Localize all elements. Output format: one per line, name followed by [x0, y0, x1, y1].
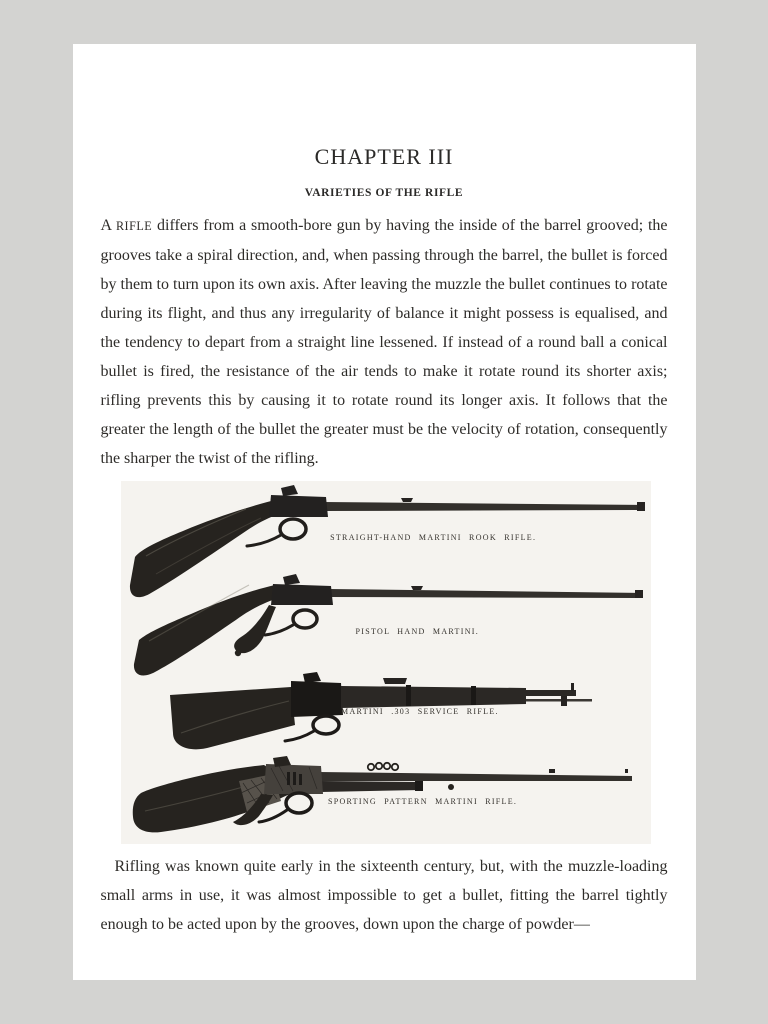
paragraph-rifling-intro — [101, 211, 668, 473]
rifle-plate-figure — [121, 481, 651, 844]
caption-pistol-hand-martini: PISTOL HAND MARTINI. — [355, 627, 480, 636]
smallcaps-rifle: RIFLE — [115, 219, 153, 233]
book-page — [73, 44, 696, 980]
caption-sporting-pattern-martini-rifle: SPORTING PATTERN MARTINI RIFLE. — [327, 797, 518, 806]
paragraph-rest: differs from a smooth-bore gun by having the inside of the barrel grooved; the grooves take a spiral direction, and, when passing through the barrel, the bullet is forced by them to turn upon its own axis. After leaving the muzzle the bullet continues to rotate during its flight, and thus any irregularity of balance it might possess is equalised, and the tendency to depart from a straight line lessened. If instead of a round ball a conical bullet is fired, the resistance of the air tends to make it rotate round its shorter axis; rifling prevents this by causing it to rotate round its longer axis. It follows that the greater the length of the bullet the greater must be the velocity of rotation, consequently the sharper the twist of the rifling. — [100, 217, 668, 467]
section-subtitle: VARIETIES OF THE RIFLE — [304, 187, 464, 199]
chapter-title: CHAPTER III — [314, 144, 454, 169]
caption-straight-hand-martini-rook-rifle: STRAIGHT-HAND MARTINI ROOK RIFLE. — [330, 533, 537, 542]
paragraph-rifling-history: Rifling was known quite early in the sixteenth century, but, with the muzzle-loading small arms in use, it was almost impossible to get a bullet, fitting the barrel tightly enough to be acted upon by the grooves, down upon the charge of powder— — [100, 858, 668, 933]
paragraph-lead: A — [100, 217, 116, 234]
caption-martini-303-service-rifle: MARTINI .303 SERVICE RIFLE. — [341, 707, 499, 716]
